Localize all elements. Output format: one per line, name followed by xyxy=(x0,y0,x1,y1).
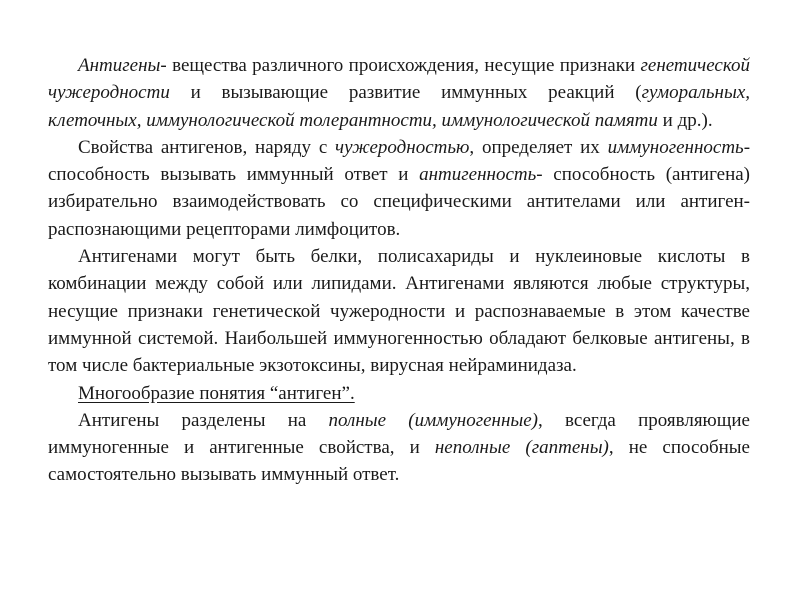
term-reaction-types: гуморальных, клеточных, иммунологической толерантности, иммунологической памяти xyxy=(48,82,750,131)
text-segment: - способность вызывать иммунный ответ и xyxy=(48,136,751,186)
section-heading-underlined: Многообразие понятия “антиген”. xyxy=(78,382,355,404)
term-complete-antigens: полные (иммуногенные) xyxy=(328,409,539,431)
text-segment: и др.). xyxy=(657,109,713,131)
term-antigens: Антигены xyxy=(78,55,161,76)
term-haptens: неполные (гаптены) xyxy=(434,437,609,459)
text-segment: Антигены разделены на xyxy=(78,409,329,431)
term-foreignness: чужеродностью xyxy=(335,136,470,158)
term-genetic-foreignness: генетической чужеродности xyxy=(48,55,750,104)
text-segment: - вещества различного происхождения, несущие признаки xyxy=(160,55,641,76)
text-segment: , не способные самостоятельно вызывать иммунный ответ. xyxy=(48,437,750,486)
paragraph-complete-incomplete xyxy=(48,407,750,489)
text-segment: - способность (антигена) избирательно взаимодействовать со специфическими антителами или антиген- распознающими рецепторами лимфоцитов. xyxy=(48,164,750,240)
text-segment: Свойства антигенов, наряду с xyxy=(78,136,336,158)
paragraph-antigen-properties xyxy=(48,134,750,243)
text-segment: , определяет их xyxy=(469,136,608,158)
text-segment: и вызывающие развитие иммунных реакций ( xyxy=(169,82,642,104)
term-antigenicity: антигенность xyxy=(419,164,537,186)
text-segment: Антигенами могут быть белки, полисахариды и нуклеиновые кислоты в комбинации между собой или липидами. Антигенами являются любые структуры, несущие признаки генетической чужеродности и распознаваемые в этом качестве иммунной системой. Наибольшей иммуногенностью обладают белковые антигены, в том числе бактериальные экзотоксины, вирусная нейраминидаза. xyxy=(48,246,750,377)
paragraph-section-heading xyxy=(48,380,750,407)
text-segment: , всегда проявляющие иммуногенные и антигенные свойства, и xyxy=(48,409,750,459)
term-immunogenicity: иммуногенность xyxy=(607,136,744,158)
paragraph-antigen-types xyxy=(48,243,750,379)
paragraph-antigen-definition xyxy=(48,52,750,134)
